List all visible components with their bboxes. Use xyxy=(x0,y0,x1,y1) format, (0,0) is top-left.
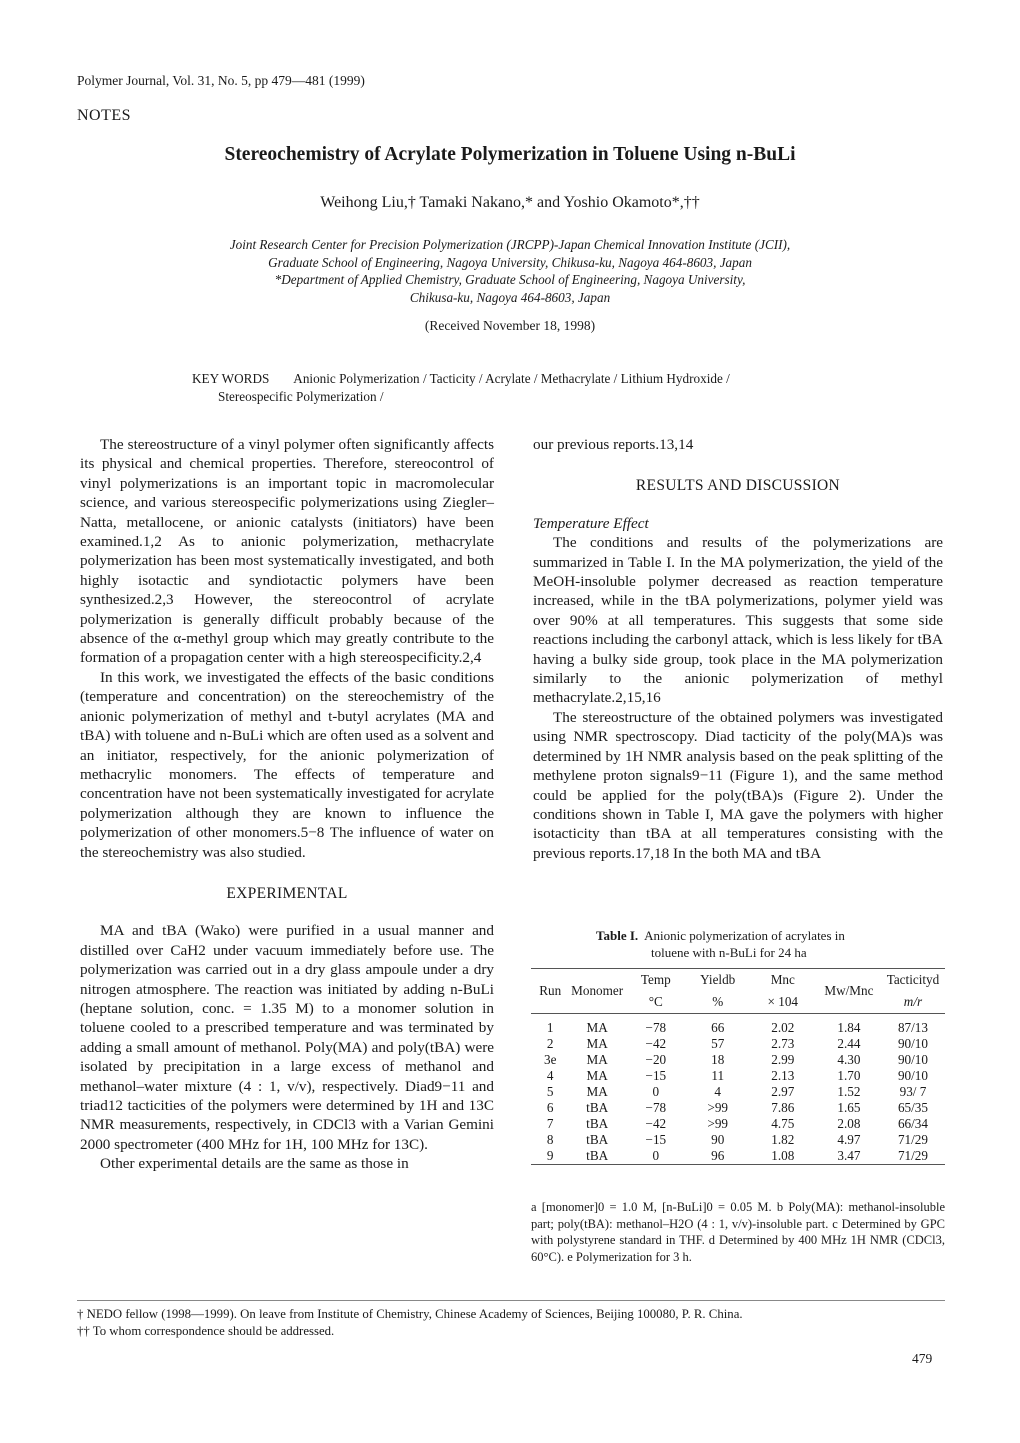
column-header: Monomer xyxy=(571,983,624,998)
paragraph: MA and tBA (Wako) were purified in a usual manner and distilled over CaH2 under vacuum immediately before use. The polymerization was carried out in a dry glass ampoule under a dry nitrogen atmosphere. The reaction was initiated by adding n-BuLi (heptane solution, conc. = 1.35 M) to a monomer solution in toluene cooled to a prescribed temperature and was terminated by adding a small amount of methanol. Poly(MA) and poly(tBA) were isolated by precipitation in a large excess of methanol and methanol–water mixture (4 : 1, v/v), respectively. Diad9−11 and triad12 tacticities of the polymers were determined by 1H and 13C NMR measurements, respectively, in CDCl3 with a Varian Gemini 2000 spectrometer (400 MHz for 1H, 100 MHz for 13C). xyxy=(80,922,494,1153)
table-cell: >99 xyxy=(707,1116,729,1131)
table-cell: 2.44 xyxy=(837,1036,861,1051)
table-cell: 1.08 xyxy=(771,1148,795,1163)
table-cell: 11 xyxy=(711,1068,725,1083)
table-caption xyxy=(596,927,845,961)
subsection-heading: Temperature Effect xyxy=(533,514,649,532)
table-cell: MA xyxy=(586,1068,608,1083)
table-notes: a [monomer]0 = 1.0 M, [n-BuLi]0 = 0.05 M. b Poly(MA): methanol-insoluble part; poly(tBA): methanol–H2O (4 : 1, v/v)-insoluble part. c Determined by GPC with polystyrene standard in THF. d Determined by 400 MHz 1H NMR (CDCl3, 60°C). e Polymerization for 3 h. xyxy=(531,1200,945,1264)
table-cell: tBA xyxy=(586,1100,609,1115)
table-row xyxy=(531,1084,945,1100)
table-cell: 1.70 xyxy=(837,1068,861,1083)
table-row xyxy=(531,1100,945,1116)
table-cell: 2 xyxy=(546,1036,554,1051)
table-label: Table I. xyxy=(596,928,639,943)
paragraph: Other experimental details are the same as those in xyxy=(100,1155,409,1173)
table-cell: tBA xyxy=(586,1132,609,1147)
table-cell: 4.30 xyxy=(837,1052,861,1067)
results-table xyxy=(531,968,945,1165)
table-row xyxy=(531,1148,945,1165)
table-cell: −78 xyxy=(645,1020,667,1035)
page-number: 479 xyxy=(912,1351,933,1366)
table-cell: 18 xyxy=(711,1052,725,1067)
table-cell: 2.08 xyxy=(837,1116,861,1131)
author-list: Weihong Liu,† Tamaki Nakano,* and Yoshio Okamoto*,†† xyxy=(320,194,700,211)
column-header: Run xyxy=(539,983,562,998)
section-label: NOTES xyxy=(77,107,132,124)
table-cell: −42 xyxy=(645,1036,667,1051)
table-cell: 90/10 xyxy=(897,1068,928,1083)
table-cell: 8 xyxy=(546,1132,554,1147)
paragraph: The stereostructure of a vinyl polymer often significantly affects its physical and chemical properties. Therefore, stereocontrol of vinyl polymerizations is an important topic in macromolecular science, and various stereospecific polymerizations using Ziegler–Natta, metallocene, or anionic catalysts (initiators) have been examined.1,2 As to anionic polymerization, methacrylate polymerization has been most systematically investigated, and both highly isotactic and syndiotactic polymers have been synthesized.2,3 However, the stereocontrol of acrylate polymerization is generally difficult probably because of the absence of the α-methyl group which may greatly contribute to the formation of a propagation center with a high stereospecificity.2,4 xyxy=(80,436,494,667)
keywords xyxy=(192,370,842,406)
table-cell: 0 xyxy=(652,1148,660,1163)
column-header: Tacticityd xyxy=(886,972,940,987)
keywords-line: Stereospecific Polymerization / xyxy=(218,389,384,404)
received-date: (Received November 18, 1998) xyxy=(424,318,596,333)
table-row xyxy=(531,1116,945,1132)
column-header: Mnc xyxy=(770,972,795,987)
affiliation-line: Chikusa-ku, Nagoya 464-8603, Japan xyxy=(409,289,611,305)
footnote: † NEDO fellow (1998—1999). On leave from Institute of Chemistry, Chinese Academy of Sciences, Beijing 100080, P. R. China. xyxy=(77,1307,743,1321)
table-cell: −15 xyxy=(645,1132,667,1147)
table-row xyxy=(531,1132,945,1148)
table-cell: −78 xyxy=(645,1100,667,1115)
table-cell: 7.86 xyxy=(771,1100,795,1115)
table-cell: −20 xyxy=(645,1052,667,1067)
table-cell: 1.84 xyxy=(837,1020,861,1035)
section-heading-results: RESULTS AND DISCUSSION xyxy=(635,477,841,495)
table-cell: 71/29 xyxy=(897,1132,928,1147)
paragraph-continuation: our previous reports.13,14 xyxy=(533,436,694,453)
article-title: Stereochemistry of Acrylate Polymerization in Toluene Using n-BuLi xyxy=(224,144,796,165)
journal-citation: Polymer Journal, Vol. 31, No. 5, pp 479—481 (1999) xyxy=(77,73,365,88)
section-heading-experimental: EXPERIMENTAL xyxy=(226,884,348,902)
table-row xyxy=(531,1052,945,1068)
table-cell: 90/10 xyxy=(897,1052,928,1067)
table-cell: −15 xyxy=(645,1068,667,1083)
column-header: Temp xyxy=(640,972,671,987)
table-cell: MA xyxy=(586,1084,608,1099)
table-cell: MA xyxy=(586,1036,608,1051)
table-cell: 4 xyxy=(714,1084,721,1099)
table-cell: 1 xyxy=(546,1020,554,1035)
table-cell: 65/35 xyxy=(897,1100,928,1115)
paragraph: The conditions and results of the polymerizations are summarized in Table I. In the MA polymerization, the yield of the MeOH-insoluble polymer decreased as reaction temperature increased, while in the tBA polymerizations, polymer yield was over 90% at all temperatures. This suggests that some side reactions including the carbonyl attack, which is less likely for tBA having a bulky side group, took place in the MA polymerization similarly to the anionic polymerization of methyl methacrylate.2,15,16 xyxy=(533,534,943,707)
right-column xyxy=(533,435,943,863)
table-cell: 96 xyxy=(711,1148,725,1163)
table-cell: 87/13 xyxy=(897,1020,928,1035)
left-column xyxy=(80,435,494,1174)
paragraph: In this work, we investigated the effects of the basic conditions (temperature and concentration) on the stereochemistry of the anionic polymerization of methyl and t-butyl acrylates (MA and tBA) with toluene and n-BuLi which are often used as a solvent and an initiator, respectively, for the anionic polymerization of methacrylic monomers. The effects of temperature and concentration have not been systematically investigated for acrylate polymerization although they are known to influence the polymerization of other monomers.5−8 The influence of water on the stereochemistry was also studied. xyxy=(80,668,494,861)
table-cell: tBA xyxy=(586,1116,609,1131)
column-header: Mw/Mnc xyxy=(824,983,874,998)
table-row xyxy=(531,1068,945,1084)
table-cell: 9 xyxy=(546,1148,554,1163)
table-cell: −42 xyxy=(645,1116,667,1131)
table-cell: 5 xyxy=(546,1084,554,1099)
table-cell: 57 xyxy=(711,1036,725,1051)
table-cell: 1.82 xyxy=(771,1132,795,1147)
unit-header: m/r xyxy=(903,994,923,1009)
unit-header: °C xyxy=(648,994,663,1009)
table-cell: >99 xyxy=(707,1100,729,1115)
table-row xyxy=(531,1020,945,1036)
table-cell: 2.13 xyxy=(771,1068,795,1083)
table-cell: 4 xyxy=(546,1068,554,1083)
table-cell: MA xyxy=(586,1052,608,1067)
footnote-divider xyxy=(77,1300,945,1301)
table-cell: 90 xyxy=(711,1132,725,1147)
footnote: †† To whom correspondence should be addressed. xyxy=(77,1324,335,1338)
table-row xyxy=(531,1036,945,1052)
table-cell: 66 xyxy=(711,1020,725,1035)
table-cell: 3e xyxy=(543,1052,557,1067)
affiliation-line: *Department of Applied Chemistry, Graduate School of Engineering, Nagoya University, xyxy=(274,272,746,287)
table-cell: tBA xyxy=(586,1148,609,1163)
keywords-line: Anionic Polymerization / Tacticity / Acrylate / Methacrylate / Lithium Hydroxide / xyxy=(293,371,730,386)
column-header: Yieldb xyxy=(700,972,736,987)
table-cell: 66/34 xyxy=(897,1116,928,1131)
table-cell: 0 xyxy=(652,1084,660,1099)
table-cell: 71/29 xyxy=(897,1148,928,1163)
keywords-label: KEY WORDS xyxy=(192,371,270,386)
table-cell: 2.97 xyxy=(771,1084,795,1099)
table-cell: 90/10 xyxy=(897,1036,928,1051)
table-cell: 4.97 xyxy=(837,1132,861,1147)
table-cell: 2.02 xyxy=(771,1020,795,1035)
unit-header: % xyxy=(712,994,724,1009)
affiliation-line: Joint Research Center for Precision Polymerization (JRCPP)-Japan Chemical Innovation Institute (JCII), xyxy=(229,237,791,252)
table-cell: 2.73 xyxy=(771,1036,795,1051)
caption-text: toluene with n-BuLi for 24 ha xyxy=(651,945,807,960)
table-cell: 3.47 xyxy=(837,1148,861,1163)
table-cell: 2.99 xyxy=(771,1052,795,1067)
table-cell: 7 xyxy=(546,1116,554,1131)
caption-text: Anionic polymerization of acrylates in xyxy=(644,928,845,943)
table-cell: 93/ 7 xyxy=(899,1084,927,1099)
affiliations xyxy=(0,236,1020,306)
table-cell: 4.75 xyxy=(771,1116,795,1131)
table-cell: 1.65 xyxy=(837,1100,861,1115)
unit-header: × 104 xyxy=(767,994,799,1009)
paragraph: The stereostructure of the obtained polymers was investigated using NMR spectroscopy. Diad tacticity of the poly(MA)s was determined by 1H NMR analysis based on the peak splitting of the methylene proton signals9−11 (Figure 1), and the same method could be applied for the poly(tBA)s (Figure 2). Under the conditions shown in Table I, MA gave the polymers with higher isotacticity than tBA at all temperatures consisting with the previous reports.17,18 In the both MA and tBA xyxy=(533,708,943,862)
table-cell: 1.52 xyxy=(837,1084,861,1099)
affiliation-line: Graduate School of Engineering, Nagoya University, Chikusa-ku, Nagoya 464-8603, Japan xyxy=(268,254,752,270)
table-cell: 6 xyxy=(546,1100,554,1115)
table-cell: MA xyxy=(586,1020,608,1035)
